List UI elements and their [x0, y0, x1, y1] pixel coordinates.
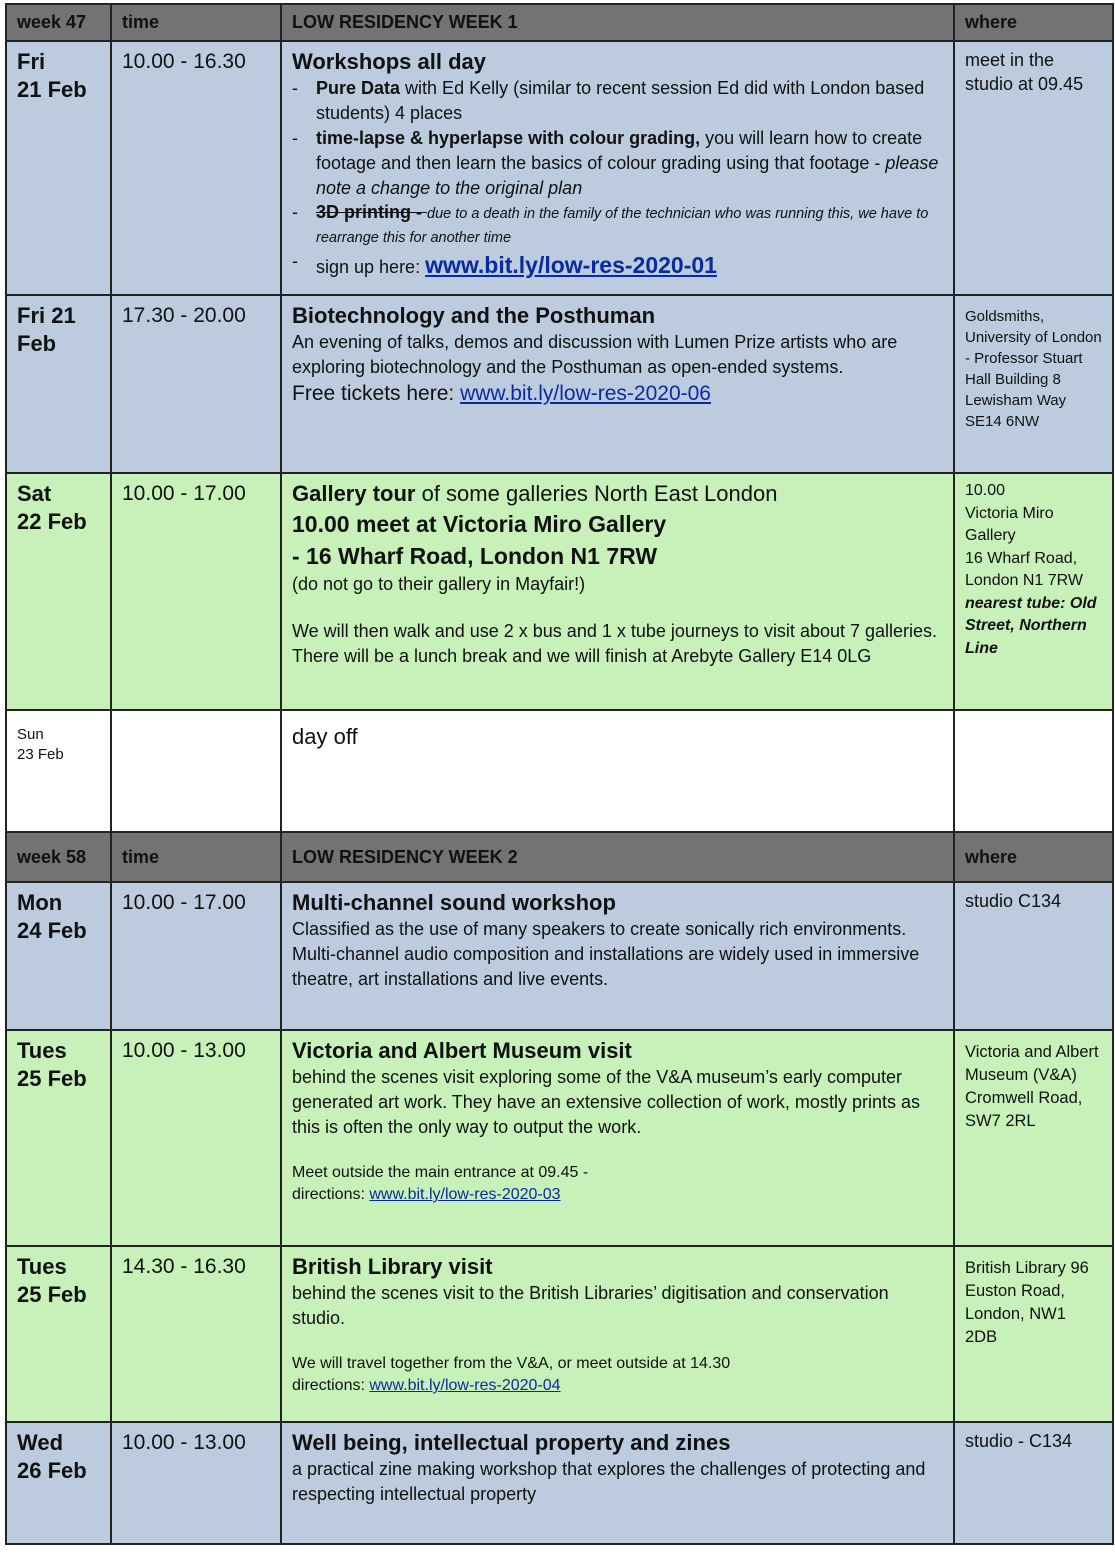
where-cell: 10.00 Victoria Miro Gallery 16 Wharf Road, London N1 7RW nearest tube: Old Street, Northern Line	[954, 473, 1113, 710]
time-header: time	[111, 832, 281, 882]
directions-line: directions: www.bit.ly/low-res-2020-04	[292, 1377, 561, 1394]
time-cell: 17.30 - 20.00	[111, 295, 281, 473]
event-row-day-off	[6, 710, 1113, 832]
where-cell: Goldsmiths, University of London - Professor Stuart Hall Building 8 Lewisham Way SE14 6NW	[954, 295, 1113, 473]
date-cell: Sat 22 Feb	[6, 473, 111, 710]
time-cell: 14.30 - 16.30	[111, 1246, 281, 1422]
list-item: - time-lapse & hyperlapse with colour grading, you will learn how to create footage and then learn the basics of colour grading using that footage - please note a change to the original plan	[292, 126, 943, 201]
event-row-workshops	[6, 41, 1113, 295]
event-row-wellbeing	[6, 1422, 1113, 1544]
time-cell: 10.00 - 13.00	[111, 1030, 281, 1246]
event-description: Classified as the use of many speakers to create sonically rich environments. Multi-channel audio composition and installations are widely used in immersive theatre, art installations and live events.	[292, 919, 920, 989]
event-description: behind the scenes visit exploring some of the V&A museum’s early computer generated art work. They have an extensive collection of work, mostly prints as this is often the only way to output the work.	[292, 1067, 920, 1137]
event-title: Multi-channel sound workshop	[292, 890, 616, 915]
event-title: British Library visit	[292, 1254, 493, 1279]
section-title: LOW RESIDENCY WEEK 2	[281, 832, 954, 882]
time-cell: 10.00 - 16.30	[111, 41, 281, 295]
event-title: Victoria and Albert Museum visit	[292, 1038, 632, 1063]
event-cell	[281, 1422, 954, 1544]
date-cell: Mon 24 Feb	[6, 882, 111, 1030]
where-cell: meet in the studio at 09.45	[954, 41, 1113, 295]
event-cell	[281, 1030, 954, 1246]
meeting-info: Meet outside the main entrance at 09.45 -	[292, 1164, 589, 1181]
event-row-biotech	[6, 295, 1113, 473]
signup-link[interactable]: www.bit.ly/low-res-2020-01	[425, 252, 717, 278]
directions-line: directions: www.bit.ly/low-res-2020-03	[292, 1186, 561, 1203]
where-cell: Victoria and Albert Museum (V&A) Cromwell Road, SW7 2RL	[954, 1030, 1113, 1246]
date-cell: Tues 25 Feb	[6, 1246, 111, 1422]
workshop-list	[292, 76, 943, 281]
event-row-gallery-tour	[6, 473, 1113, 710]
meeting-address: - 16 Wharf Road, London N1 7RW	[292, 543, 658, 569]
event-cell: day off	[281, 710, 954, 832]
week1-header-row	[6, 4, 1113, 41]
list-item: - sign up here: www.bit.ly/low-res-2020-01	[292, 249, 943, 281]
event-row-sound-workshop	[6, 882, 1113, 1030]
date-cell: Tues 25 Feb	[6, 1030, 111, 1246]
where-cell: studio - C134	[954, 1422, 1113, 1544]
meeting-point: 10.00 meet at Victoria Miro Gallery	[292, 511, 667, 537]
event-cell	[281, 41, 954, 295]
tickets-link[interactable]: www.bit.ly/low-res-2020-06	[460, 382, 711, 405]
tickets-line: Free tickets here: www.bit.ly/low-res-2020-06	[292, 382, 711, 405]
where-cell: British Library 96 Euston Road, London, NW1 2DB	[954, 1246, 1113, 1422]
event-row-british-library	[6, 1246, 1113, 1422]
event-description: behind the scenes visit to the British Libraries’ digitisation and conservation studio.	[292, 1283, 889, 1328]
where-cell: studio C134	[954, 882, 1113, 1030]
date-cell: Wed 26 Feb	[6, 1422, 111, 1544]
time-cell	[111, 710, 281, 832]
list-item: - Pure Data with Ed Kelly (similar to recent session Ed did with London based students) 4 places	[292, 76, 943, 126]
time-header: time	[111, 4, 281, 41]
schedule-table	[5, 3, 1114, 1545]
directions-link[interactable]: www.bit.ly/low-res-2020-04	[369, 1377, 561, 1394]
event-description: a practical zine making workshop that explores the challenges of protecting and respecting intellectual property	[292, 1459, 926, 1504]
event-cell	[281, 882, 954, 1030]
event-cell	[281, 1246, 954, 1422]
time-cell: 10.00 - 13.00	[111, 1422, 281, 1544]
event-description: An evening of talks, demos and discussion with Lumen Prize artists who are exploring biotechnology and the Posthuman as open-ended systems.	[292, 332, 898, 377]
event-title: Gallery tour of some galleries North East London	[292, 481, 778, 506]
event-row-va-visit	[6, 1030, 1113, 1246]
time-cell: 10.00 - 17.00	[111, 473, 281, 710]
where-header: where	[954, 832, 1113, 882]
date-cell: Fri 21 Feb	[6, 41, 111, 295]
event-title: Well being, intellectual property and zines	[292, 1430, 731, 1455]
week2-header-row	[6, 832, 1113, 882]
time-cell: 10.00 - 17.00	[111, 882, 281, 1030]
event-description: We will then walk and use 2 x bus and 1 x tube journeys to visit about 7 galleries. There will be a lunch break and we will finish at Arebyte Gallery E14 0LG	[292, 621, 938, 666]
where-cell	[954, 710, 1113, 832]
meeting-info: We will travel together from the V&A, or meet outside at 14.30	[292, 1355, 731, 1372]
event-cell	[281, 473, 954, 710]
date-cell: Fri 21 Feb	[6, 295, 111, 473]
week-label: week 47	[6, 4, 111, 41]
event-title: Workshops all day	[292, 49, 486, 74]
date-cell: Sun 23 Feb	[6, 710, 111, 832]
directions-link[interactable]: www.bit.ly/low-res-2020-03	[369, 1186, 561, 1203]
event-cell	[281, 295, 954, 473]
where-header: where	[954, 4, 1113, 41]
event-title: Biotechnology and the Posthuman	[292, 303, 656, 328]
list-item: - 3D printing - due to a death in the family of the technician who was running this, we have to rearrange this for another time	[292, 201, 943, 249]
section-title: LOW RESIDENCY WEEK 1	[281, 4, 954, 41]
event-note: (do not go to their gallery in Mayfair!)	[292, 574, 586, 594]
week-label: week 58	[6, 832, 111, 882]
